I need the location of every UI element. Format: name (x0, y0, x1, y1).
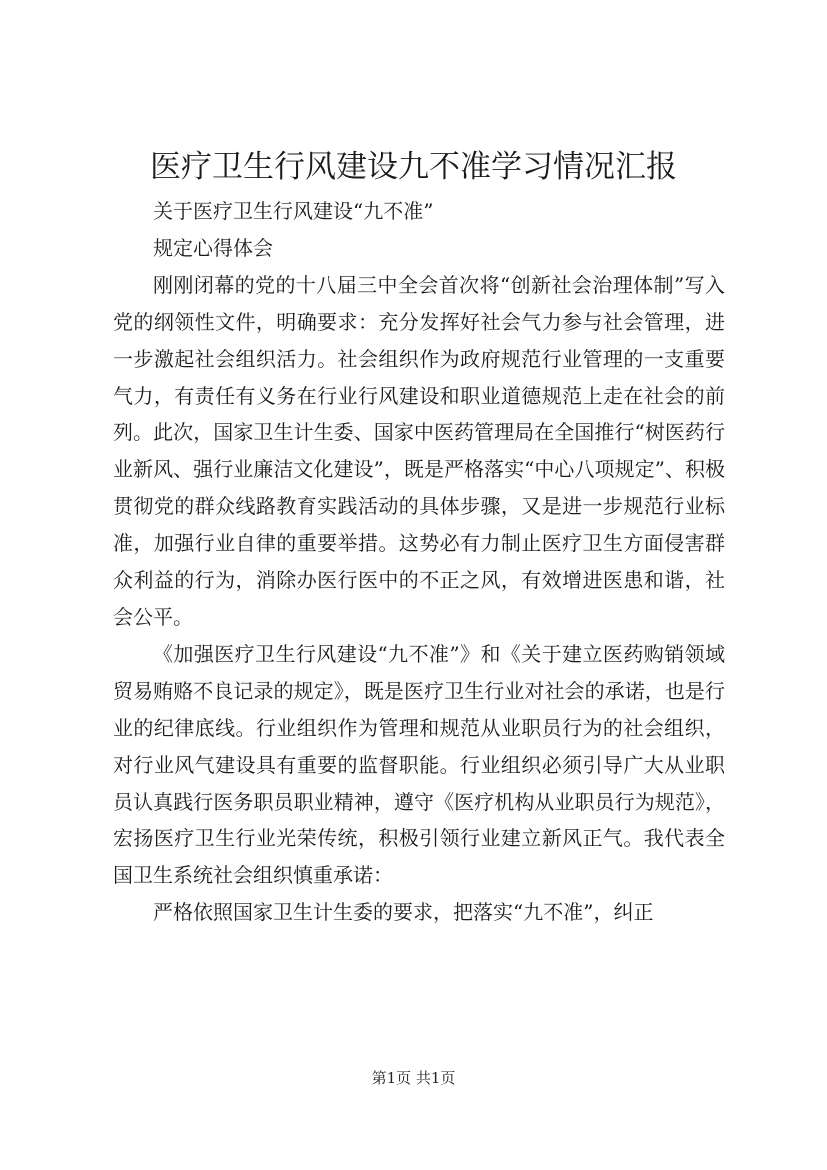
paragraph-1: 刚刚闭幕的党的十八届三中全会首次将“创新社会治理体制”写入党的纲领性文件，明确要求：充分发挥好社会气力参与社会管理，进一步激起社会组织活力。社会组织作为政府规范行业管理的一支重要气力，有责任有义务在行业行风建设和职业道德规范上走在社会的前列。此次，国家卫生计生委、国家中医药管理局在全国推行“树医药行业新风、强行业廉洁文化建设”，既是严格落实“中心八项规定”、积极贯彻党的群众线路教育实践活动的具体步骤，又是进一步规范行业标准，加强行业自律的重要举措。这势必有力制止医疗卫生方面侵害群众利益的行为，消除办医行医中的不正之风，有效增进医患和谐，社会公平。 (113, 272, 725, 629)
paragraph-2: 《加强医疗卫生行风建设“九不准”》和《关于建立医药购销领域贸易贿赂不良记录的规定》，既是医疗卫生行业对社会的承诺，也是行业的纪律底线。行业组织作为管理和规范从业职员行为的社会组织，对行业风气建设具有重要的监督职能。行业组织必须引导广大从业职员认真践行医务职员职业精神，遵守《医疗机构从业职员行为规范》，宏扬医疗卫生行业光荣传统，积极引领行业建立新风正气。我代表全国卫生系统社会组织慎重承诺： (113, 641, 725, 888)
document-title: 医疗卫生行风建设九不准学习情况汇报 (150, 149, 677, 185)
subtitle-line-1: 关于医疗卫生行风建设“九不准” (153, 199, 434, 223)
subtitle-line-2: 规定心得体会 (153, 235, 273, 260)
document-body (113, 193, 725, 931)
paragraph-3: 严格依照国家卫生计生委的要求，把落实“九不准”，纠正 (153, 900, 654, 925)
page-footer (0, 1066, 827, 1090)
page-number: 第1页 共1页 (371, 1069, 456, 1087)
